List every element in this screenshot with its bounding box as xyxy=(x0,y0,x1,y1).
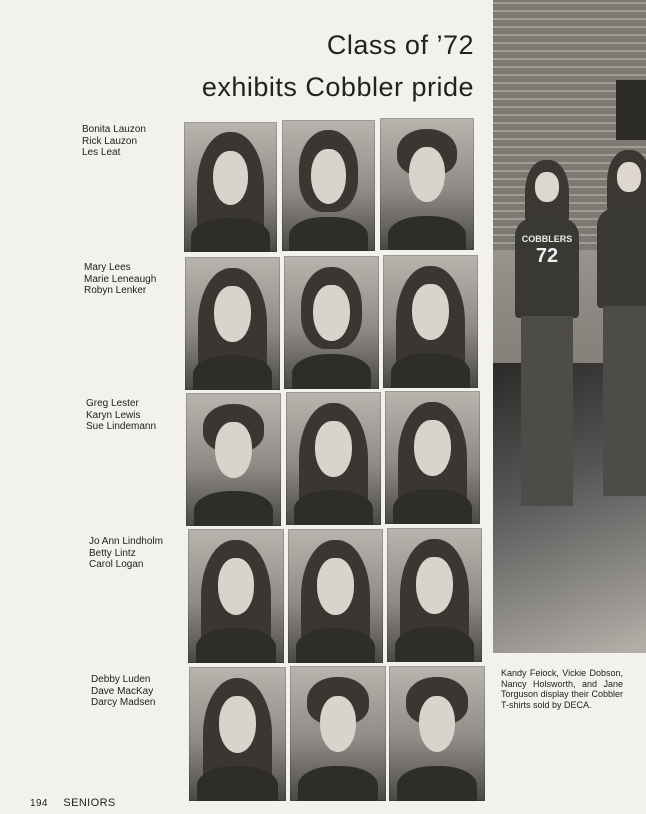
student-name: Darcy Madsen xyxy=(91,697,156,708)
page-title-line-1: Class of ’72 xyxy=(326,30,474,60)
portrait-photo xyxy=(288,529,383,663)
student-name: Debby Luden xyxy=(91,674,151,685)
name-list xyxy=(86,398,156,433)
student-name: Carol Logan xyxy=(89,559,144,570)
portrait-photo xyxy=(290,666,386,801)
student-name: Rick Lauzon xyxy=(82,135,138,147)
shirt-number: 72 xyxy=(535,245,559,267)
student-name: Greg Lester xyxy=(86,398,139,409)
student-name: Karyn Lewis xyxy=(86,409,141,421)
portrait-photo xyxy=(286,392,381,525)
page-title-line-2: exhibits Cobbler pride xyxy=(201,72,474,102)
page-folio xyxy=(30,797,116,809)
name-list xyxy=(84,262,156,297)
portrait-photo xyxy=(188,529,284,663)
student-name: Bonita Lauzon xyxy=(82,124,146,135)
portrait-photo xyxy=(284,256,379,389)
portrait-photo xyxy=(282,120,375,251)
portrait-photo xyxy=(186,393,281,526)
portrait-photo xyxy=(385,391,480,524)
portrait-photo xyxy=(383,255,478,388)
portrait-photo xyxy=(389,666,485,801)
name-list xyxy=(91,674,155,709)
shirt-word: COBBLERS xyxy=(521,234,573,244)
portrait-photo xyxy=(387,528,482,662)
section-name: SENIORS xyxy=(63,797,116,809)
student-name: Les Leat xyxy=(82,147,121,158)
student-figure xyxy=(593,150,646,510)
portrait-photo xyxy=(184,122,277,252)
portrait-photo xyxy=(185,257,280,390)
name-list xyxy=(82,124,146,159)
student-name: Robyn Lenker xyxy=(84,285,147,296)
student-name: Jo Ann Lindholm xyxy=(89,536,163,547)
student-name: Marie Leneaugh xyxy=(84,273,157,285)
name-list xyxy=(89,536,163,571)
page-number: 194 xyxy=(30,798,48,809)
student-name: Dave MacKay xyxy=(91,685,154,697)
group-photo xyxy=(493,0,646,653)
photo-caption: Kandy Feiock, Vickie Dobson, Nancy Holsworth, and Jane Torguson display their Cobbler T-shirts sold by DECA. xyxy=(501,668,623,710)
student-name: Betty Lintz xyxy=(89,547,136,559)
student-figure xyxy=(511,160,581,520)
student-name: Sue Lindemann xyxy=(86,421,157,432)
student-name: Mary Lees xyxy=(84,262,131,273)
portrait-photo xyxy=(189,667,286,801)
portrait-photo xyxy=(380,118,474,250)
